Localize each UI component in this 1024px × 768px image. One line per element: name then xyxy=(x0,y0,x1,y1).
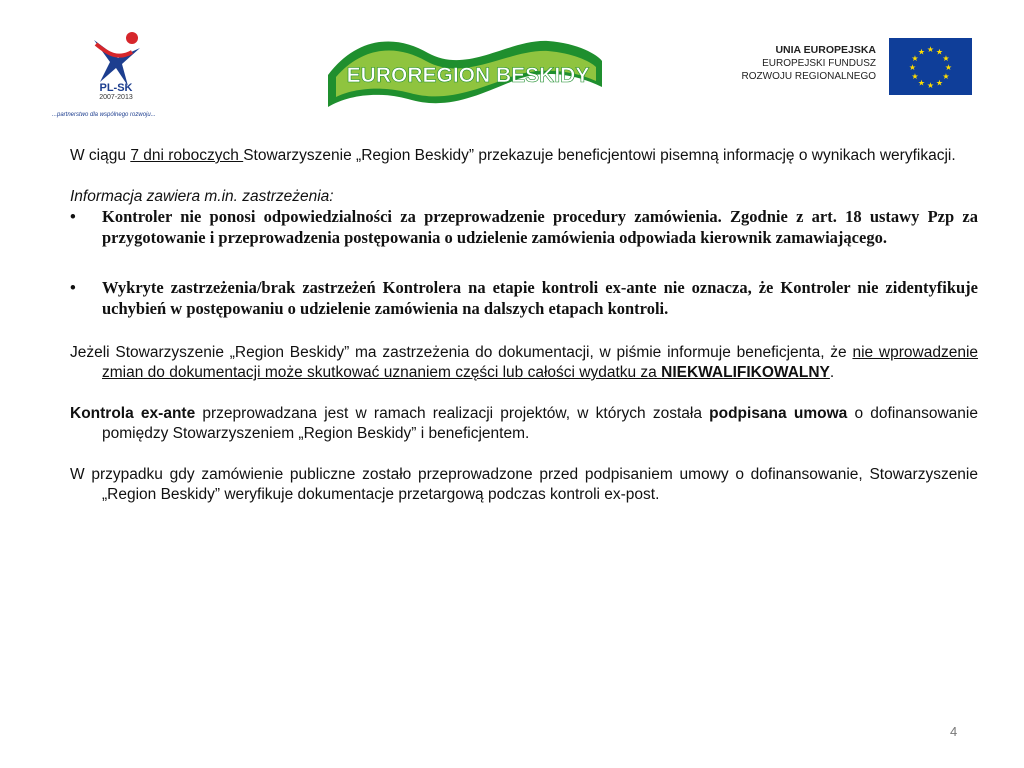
bullet1-text: Kontroler nie ponosi odpowiedzialności za przeprowadzenie procedury zamówienia. Zgodnie z art. 18 ustawy Pzp za przygotowanie i przeprowadzenia postępowania o udzielenie zamówienia odpowiada kierownik zamawiającego. xyxy=(102,207,978,247)
svg-text:★: ★ xyxy=(935,78,944,88)
pl-sk-logo xyxy=(52,30,192,125)
paragraph-reservations-intro: Informacja zawiera m.in. zastrzeżenia: xyxy=(70,188,334,205)
p1-start: W ciągu xyxy=(70,147,131,164)
bullet-item-ex-ante-findings xyxy=(70,278,978,319)
pl-sk-name: PL-SK xyxy=(99,82,133,94)
p3-end: . xyxy=(829,364,835,381)
page-number: 4 xyxy=(950,724,958,739)
svg-text:★: ★ xyxy=(911,72,919,81)
p4-bold2: podpisana umowa xyxy=(709,405,848,422)
p3-underlined-bold: NIEKWALIFIKOWALNY xyxy=(661,364,830,381)
bullet-icon: • xyxy=(70,208,76,226)
eu-flag-icon xyxy=(889,38,972,95)
pl-sk-label xyxy=(86,82,146,102)
p3-start: Jeżeli Stowarzyszenie „Region Beskidy” ma zastrzeżenia do dokumentacji, w piśmie informuje beneficjenta, że xyxy=(70,344,853,361)
bullet-item-controller-responsibility xyxy=(70,207,978,248)
bullet2-text: Wykryte zastrzeżenia/brak zastrzeżeń Kontrolera na etapie kontroli ex-ante nie oznacza, że Kontroler nie zidentyfikuje uchybień w postępowaniu o udzielenie zamówienia na dalszych etapach kontroli. xyxy=(102,278,978,318)
svg-text:★: ★ xyxy=(935,47,944,57)
p1-underlined: 7 dni roboczych xyxy=(130,147,244,164)
p1-rest: Stowarzyszenie „Region Beskidy” przekazuje beneficjentowi pisemną informację o wynikach weryfikacji. xyxy=(243,147,956,164)
svg-text:★: ★ xyxy=(942,54,950,63)
euroregion-beskidy-logo xyxy=(318,35,608,110)
paragraph-verification-info xyxy=(70,146,978,166)
pl-sk-tagline: ...partnerstwo dla wspólnego rozwoju... xyxy=(52,112,156,118)
pl-sk-figure-icon xyxy=(88,30,148,88)
eu-text xyxy=(716,44,876,83)
svg-text:★: ★ xyxy=(917,78,926,88)
euroregion-logo-text: EUROREGION BESKIDY xyxy=(346,64,590,87)
slide-content xyxy=(70,146,978,505)
paragraph-ex-post-control: W przypadku gdy zamówienie publiczne zostało przeprowadzone przed podpisaniem umowy o dofinansowanie, Stowarzyszenie „Region Beskidy” weryfikuje dokumentacje przetargową podczas kontroli ex-post. xyxy=(70,466,978,503)
eu-line1: UNIA EUROPEJSKA xyxy=(775,44,876,56)
header xyxy=(0,0,1024,135)
eu-line3: ROZWOJU REGIONALNEGO xyxy=(741,71,876,82)
p4-bold1: Kontrola ex-ante xyxy=(70,405,196,422)
eu-logo xyxy=(722,38,972,98)
p4-end: o dofinansowanie pomiędzy Stowarzyszeniem „Region Beskidy” i beneficjentem. xyxy=(102,405,978,442)
svg-text:★: ★ xyxy=(944,63,953,72)
p4-mid: przeprowadzana jest w ramach realizacji projektów, w których została xyxy=(195,405,710,422)
paragraph-documentation-reservations xyxy=(70,343,978,383)
eu-line2: EUROPEJSKI FUNDUSZ xyxy=(762,58,876,69)
svg-text:★: ★ xyxy=(911,54,919,63)
svg-text:★: ★ xyxy=(908,63,917,72)
paragraph-ex-ante-control xyxy=(70,404,978,444)
bullet-icon: • xyxy=(70,279,76,297)
svg-text:★: ★ xyxy=(926,45,935,54)
p3-underlined: nie wprowadzenie zmian do dokumentacji może skutkować uznaniem części lub całości wydatku za xyxy=(102,344,979,381)
svg-text:★: ★ xyxy=(942,72,950,81)
svg-text:★: ★ xyxy=(917,47,926,57)
pl-sk-years: 2007-2013 xyxy=(99,94,133,101)
svg-text:★: ★ xyxy=(926,81,935,90)
